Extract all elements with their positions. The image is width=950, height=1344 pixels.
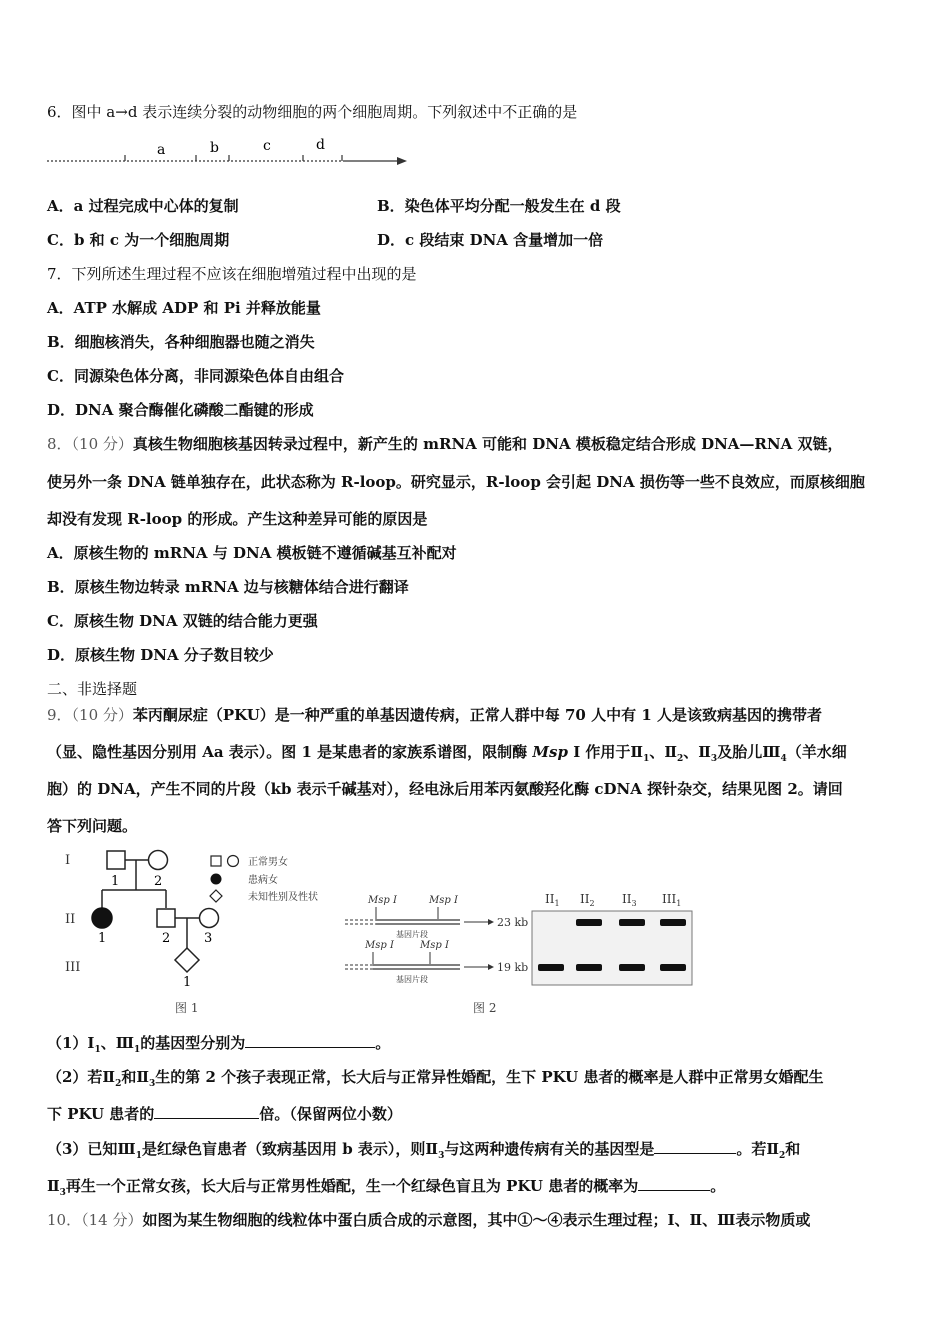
legend-affected: 患病女 <box>248 875 278 886</box>
lane-label-II3: $II_3$ <box>622 892 637 908</box>
lane-label-II1: $II_1$ <box>545 892 560 908</box>
section-heading: 二、非选择题 <box>47 680 138 698</box>
II3-normal-female <box>200 909 219 928</box>
timeline-arrowhead <box>397 157 407 165</box>
q9-sub2-line2: 下 PKU 患者的 倍。（保留两位小数） <box>47 1105 402 1123</box>
svg-text:1: 1 <box>111 874 120 889</box>
svg-text:1: 1 <box>183 975 192 990</box>
band-II2-19kb <box>576 964 602 971</box>
band-II3-23kb <box>619 919 645 926</box>
q6-option-a: A．a 过程完成中心体的复制 <box>47 197 239 215</box>
pedigree-figure <box>60 845 320 1017</box>
legend-unknown-icon <box>210 890 222 902</box>
band-III1-23kb <box>660 919 686 926</box>
legend-normal: 正常男女 <box>248 857 288 868</box>
lane-label-II2: $II_2$ <box>580 892 595 908</box>
q7-option-c: C．同源染色体分离，非同源染色体自由组合 <box>47 367 344 385</box>
q6-option-c: C．b 和 c 为一个细胞周期 <box>47 231 230 249</box>
answer-blank-4[interactable] <box>638 1176 710 1191</box>
kb23-label: 23 kb <box>497 916 529 929</box>
electrophoresis-figure <box>340 885 700 1017</box>
lane-label-III1: $III_1$ <box>662 892 682 908</box>
gen-label-3: III <box>65 960 81 975</box>
seg-label-b: b <box>210 140 219 156</box>
band-II1-19kb <box>538 964 564 971</box>
q8-option-a: A．原核生物的 mRNA 与 DNA 模板链不遵循碱基互补配对 <box>47 544 457 562</box>
q8-option-c: C．原核生物 DNA 双链的结合能力更强 <box>47 612 318 630</box>
answer-blank-1[interactable] <box>245 1033 375 1048</box>
svg-text:3: 3 <box>204 931 213 946</box>
msp-label-2: Msp I <box>429 895 458 906</box>
III1-unknown-diamond <box>175 948 199 972</box>
kb19-label: 19 kb <box>497 961 529 974</box>
q9-line3: 胞）的 DNA，产生不同的片段（kb 表示千碱基对），经电泳后用苯丙氨酸羟化酶 cDNA 探针杂交，结果见图 2。请回 <box>47 780 843 798</box>
q8-number: 8． <box>47 435 72 453</box>
band-II2-23kb <box>576 919 602 926</box>
q7-option-a: A．ATP 水解成 ADP 和 Pi 并释放能量 <box>47 299 321 317</box>
legend-male-icon <box>211 856 221 866</box>
II2-normal-male <box>157 909 175 927</box>
q8-option-b: B．原核生物边转录 mRNA 边与核糖体结合进行翻译 <box>47 578 409 596</box>
svg-text:2: 2 <box>162 931 171 946</box>
q7-option-d: D．DNA 聚合酶催化磷酸二酯键的形成 <box>47 401 314 419</box>
q6-stem: 6．图中 a→d 表示连续分裂的动物细胞的两个细胞周期。下列叙述中不正确的是 <box>47 103 578 121</box>
seg-label-d: d <box>316 137 325 153</box>
I1-normal-male <box>107 851 125 869</box>
svg-text:1: 1 <box>98 931 107 946</box>
msp-label-4: Msp I <box>420 940 449 951</box>
q9-line4: 答下列问题。 <box>47 817 138 835</box>
q6-option-b: B．染色体平均分配一般发生在 d 段 <box>377 197 621 215</box>
seg-label-c: c <box>263 138 271 154</box>
q7-stem: 7．下列所述生理过程不应该在细胞增殖过程中出现的是 <box>47 265 417 283</box>
q9-sub2-line1: （2）若$Ⅱ_2$和$Ⅱ_3$生的第 2 个孩子表现正常，长大后与正常异性婚配，生下 PKU 患者的概率是人群中正常男女婚配生 <box>47 1068 824 1089</box>
q9-sub1: $(1)I_1$、$Ⅲ_1$的基因型分别为 。 <box>47 1034 391 1055</box>
q9-line1: 9．（10 分）苯丙酮尿症（PKU）是一种严重的单基因遗传病，正常人群中每 70 人中有 1 人是该致病基因的携带者 <box>47 706 822 724</box>
gene-fragment-label-2: 基因片段 <box>396 975 428 984</box>
legend-affected-icon <box>211 874 222 885</box>
q9-line2: （显、隐性基因分别用 Aa 表示）。图 1 是某患者的家族系谱图，限制酶 Msp I 作用于$Ⅱ_1$、$Ⅱ_2$、$Ⅱ_3$及胎儿$Ⅲ_4$（羊水细 <box>47 743 847 764</box>
q7-option-b: B．细胞核消失，各种细胞器也随之消失 <box>47 333 315 351</box>
II1-affected-female <box>92 908 112 928</box>
msp-label-3: Msp I <box>365 940 394 951</box>
q6-cell-cycle-figure <box>45 135 415 171</box>
legend-unknown: 未知性别及性状 <box>248 892 318 903</box>
q10-line1: 10．（14 分）如图为某生物细胞的线粒体中蛋白质合成的示意图，其中①～④表示生理过程；Ⅰ、Ⅱ、Ⅲ表示物质或 <box>47 1211 811 1229</box>
msp-label-1: Msp I <box>368 895 397 906</box>
answer-blank-3[interactable] <box>654 1139 736 1154</box>
gene-fragment-label-1: 基因片段 <box>396 930 428 939</box>
seg-label-a: a <box>157 142 166 158</box>
legend-female-icon <box>228 856 239 867</box>
q8-line2: 使另外一条 DNA 链单独存在，此状态称为 R-loop。研究显示，R-loop 会引起 DNA 损伤等一些不良效应，而原核细胞 <box>47 473 865 491</box>
q8-option-d: D．原核生物 DNA 分子数目较少 <box>47 646 274 664</box>
q9-sub3-line2: $Ⅱ_3$再生一个正常女孩，长大后与正常男性婚配，生一个红绿色盲且为 PKU 患者的概率为 。 <box>47 1177 726 1198</box>
q8-line3: 却没有发现 R-loop 的形成。产生这种差异可能的原因是 <box>47 510 428 528</box>
q6-option-d: D．c 段结束 DNA 含量增加一倍 <box>377 231 604 249</box>
fig2-caption: 图 2 <box>473 1001 497 1015</box>
gen-label-1: I <box>65 853 71 868</box>
answer-blank-2[interactable] <box>154 1104 259 1119</box>
fig1-caption: 图 1 <box>175 1001 199 1015</box>
q8-score: （10 分） <box>71 435 133 453</box>
I2-normal-female <box>149 851 168 870</box>
gen-label-2: II <box>65 912 76 927</box>
q8-line1: 8．（10 分）真核生物细胞核基因转录过程中，新产生的 mRNA 可能和 DNA 模板稳定结合形成 DNA—RNA 双链， <box>47 435 843 453</box>
svg-text:2: 2 <box>154 874 163 889</box>
band-III1-19kb <box>660 964 686 971</box>
band-II3-19kb <box>619 964 645 971</box>
q9-sub3-line1: （3）已知$Ⅲ_1$是红绿色盲患者（致病基因用 b 表示），则$Ⅱ_3$与这两种遗传病有关的基因型是 。若$Ⅱ_2$和 <box>47 1140 801 1161</box>
